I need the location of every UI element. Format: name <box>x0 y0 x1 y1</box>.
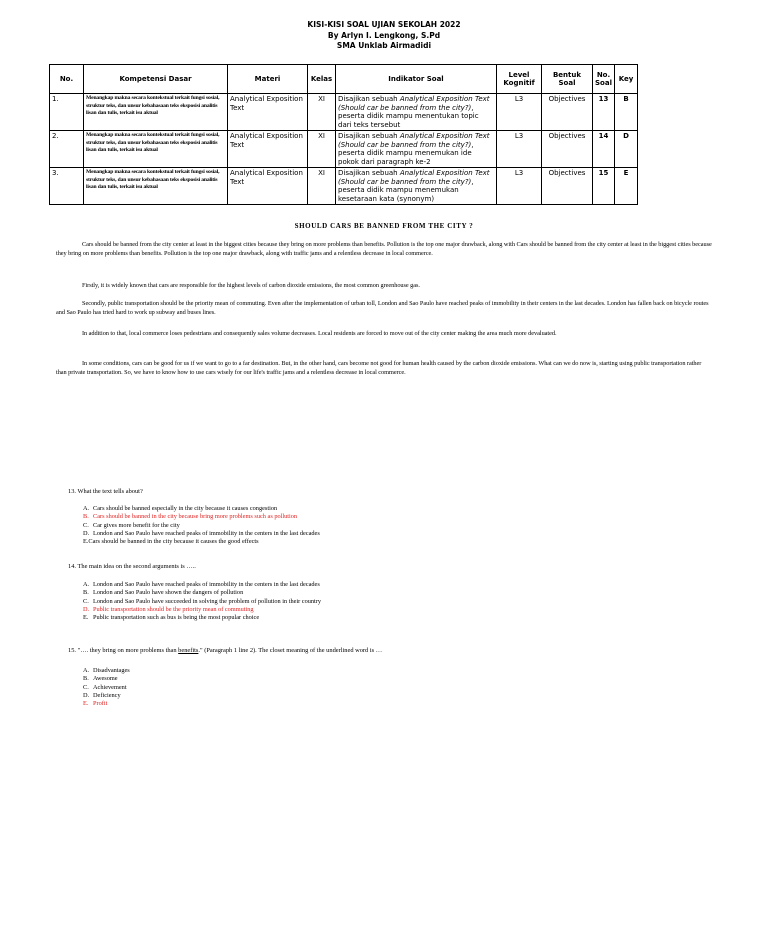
essay-paragraph: In addition to that, local commerce loses pedestrians and consequently sales volume decreases. Local residents are forced to move out of the city center making the area much more devaluated. <box>82 330 557 337</box>
option-b[interactable] <box>83 589 603 597</box>
cell-kelas: XI <box>308 94 336 131</box>
underlined-word: benefits <box>178 647 199 654</box>
option-text: Awesome <box>93 675 118 683</box>
cell-bentuk: Objectives <box>542 168 593 205</box>
cell-level: L3 <box>497 131 542 168</box>
cell-key: D <box>615 131 638 168</box>
option-e[interactable] <box>83 538 603 546</box>
column-header: No. <box>50 65 84 94</box>
option-b-answer[interactable] <box>83 513 603 521</box>
option-text: London and Sao Paulo have reached peaks of immobility in the centers in the last decades <box>93 529 320 537</box>
option-text: Cars should be banned especially in the city because it causes congestion <box>93 505 278 512</box>
column-header: Bentuk Soal <box>542 65 593 94</box>
option-b[interactable] <box>83 675 603 683</box>
option-d[interactable] <box>83 692 603 700</box>
essay-paragraph: In some conditions, cars can be good for us if we want to go to a far destination. But, in the other hand, cars become not good for human health caused by the carbon dioxide emissions. What can we do now is, starting using public transportation rather than private transportation. So, we have to know how to use cars wisely for our life's traffic jams and a relentless decrease in local commerce. <box>56 360 702 376</box>
cell-nosoal: 15 <box>593 168 615 205</box>
option-a[interactable] <box>83 505 603 513</box>
table-row <box>50 168 638 205</box>
option-d[interactable] <box>83 530 603 538</box>
cell-level: L3 <box>497 94 542 131</box>
column-header: Kelas <box>308 65 336 94</box>
option-text: London and Sao Paulo have reached peaks of immobility in the centers in the last decades <box>93 581 320 588</box>
author-line: By Arlyn I. Lengkong, S.Pd <box>327 31 441 40</box>
option-letter: C. <box>83 521 89 529</box>
cell-key: E <box>615 168 638 205</box>
school-line: SMA Unklab Airmadidi <box>336 41 432 50</box>
kisi-kisi-table <box>49 64 638 205</box>
cell-bentuk: Objectives <box>542 94 593 131</box>
column-header: Indikator Soal <box>336 65 497 94</box>
indikator-text: , peserta didik mampu menemukan ide pokok dari paragraph ke-2 <box>338 140 474 166</box>
essay-title: SHOULD CARS BE BANNED FROM THE CITY ? <box>294 222 474 230</box>
cell-kompetensi: Menangkap makna secara kontekstual terkait fungsi sosial, struktur teks, dan unsur kebahasaan teks eksposisi analitis lisan dan tulis, terkait isu aktual <box>84 94 228 131</box>
stem-text: 15. "…. they bring on more problems than <box>68 647 179 654</box>
option-text: Public transportation such as bus is being the most popular choice <box>93 614 260 622</box>
option-c[interactable] <box>83 598 603 606</box>
cell-kelas: XI <box>308 168 336 205</box>
option-letter: B. <box>83 589 89 597</box>
question-13-options <box>83 505 603 546</box>
option-c[interactable] <box>83 522 603 530</box>
table-row <box>50 131 638 168</box>
column-header: No. Soal <box>593 65 615 94</box>
option-text: Profit <box>93 700 108 708</box>
option-letter: E. <box>83 700 89 708</box>
option-text: London and Sao Paulo have shown the dangers of pollution <box>93 589 244 597</box>
cell-indikator <box>336 168 497 205</box>
option-letter: A. <box>83 505 90 512</box>
option-text: Cars should be banned in the city because it causes the good effects <box>88 538 259 546</box>
question-13-stem: 13. What the text tells about? <box>68 488 143 495</box>
option-text: London and Sao Paulo have succeeded in solving the problem of pollution in their country <box>93 597 322 605</box>
question-14-options <box>83 581 603 622</box>
cell-indikator <box>336 94 497 131</box>
option-d-answer[interactable] <box>83 606 603 614</box>
option-text: Deficiency <box>93 691 121 699</box>
essay-paragraph: Cars should be banned from the city center at least in the biggest cities because they bring on more problems than benefits. Pollution is the top one major drawback, along with Cars should be banned from the city center at least in the biggest cities because they bring on more problems than benefits. Pollution is the top one major drawback, along with traffic jams and a relentless decrease in local commerce. <box>56 241 712 257</box>
cell-materi: Analytical Exposition Text <box>228 168 308 205</box>
stem-text: ." (Paragraph 1 line 2). The closet meaning of the underlined word is … <box>198 647 383 654</box>
table-header-row <box>50 65 638 94</box>
column-header: Level Kognitif <box>497 65 542 94</box>
option-text: Cars should be banned in the city because bring more problems such as pollution <box>93 513 298 521</box>
option-c[interactable] <box>83 684 603 692</box>
option-text: Car gives more benefit for the city <box>93 521 180 529</box>
column-header: Key <box>615 65 638 94</box>
cell-kompetensi: Menangkap makna secara kontekstual terkait fungsi sosial, struktur teks, dan unsur kebahasaan teks eksposisi analitis lisan dan tulis, terkait isu aktual <box>84 131 228 168</box>
cell-materi: Analytical Exposition Text <box>228 94 308 131</box>
indikator-text: Disajikan sebuah <box>338 169 400 177</box>
option-letter: C. <box>83 597 89 605</box>
option-letter: C. <box>83 683 89 691</box>
cell-nosoal: 13 <box>593 94 615 131</box>
essay-paragraph: Firstly, it is widely known that cars are responsible for the highest levels of carbon dioxide emissions, the most common greenhouse gas. <box>82 282 420 289</box>
option-letter: D. <box>83 529 90 537</box>
option-e-answer[interactable] <box>83 700 603 708</box>
option-e[interactable] <box>83 614 603 622</box>
option-a[interactable] <box>83 667 603 675</box>
column-header: Materi <box>228 65 308 94</box>
cell-materi: Analytical Exposition Text <box>228 131 308 168</box>
cell-indikator <box>336 131 497 168</box>
cell-level: L3 <box>497 168 542 205</box>
indikator-text: Disajikan sebuah <box>338 95 400 103</box>
question-15-stem <box>68 646 588 655</box>
cell-bentuk: Objectives <box>542 131 593 168</box>
option-text: Disadvantages <box>93 667 130 674</box>
indikator-text: , peserta didik mampu menemukan kesetaraan kata (synonym) <box>338 177 474 203</box>
cell-no: 2. <box>50 131 84 168</box>
essay-paragraph: Secondly, public transportation should be the priority mean of commuting. Even after the implementation of urban toll, London and Sao Paulo have reached peaks of immobility in their centers in the last decades. London has fallen back on bicycle routes and Sao Paulo has tried hard to work up subway and buses lines. <box>56 300 709 316</box>
column-header: Kompetensi Dasar <box>84 65 228 94</box>
indikator-italic: Analytical Exposition Text (Should car be banned from the city?) <box>338 132 490 149</box>
indikator-italic: Analytical Exposition Text (Should car be banned from the city?) <box>338 169 490 186</box>
option-letter: B. <box>83 513 89 521</box>
cell-no: 1. <box>50 94 84 131</box>
document-title: KISI-KISI SOAL UJIAN SEKOLAH 2022 <box>307 20 461 29</box>
option-text: Public transportation should be the priority mean of commuting <box>93 605 254 613</box>
table-row <box>50 94 638 131</box>
option-letter: D. <box>83 605 90 613</box>
cell-no: 3. <box>50 168 84 205</box>
indikator-italic: Analytical Exposition Text (Should car be banned from the city?) <box>338 95 490 112</box>
option-text: Achievement <box>93 683 127 691</box>
question-15-options <box>83 667 603 708</box>
option-letter: B. <box>83 675 89 683</box>
indikator-text: Disajikan sebuah <box>338 132 400 140</box>
option-letter: A. <box>83 667 90 674</box>
option-letter: A. <box>83 581 90 588</box>
indikator-text: , peserta didik mampu menentukan topic dari teks tersebut <box>338 103 479 129</box>
option-a[interactable] <box>83 581 603 589</box>
option-letter: E. <box>83 614 89 622</box>
cell-kelas: XI <box>308 131 336 168</box>
cell-nosoal: 14 <box>593 131 615 168</box>
option-letter: D. <box>83 691 90 699</box>
cell-kompetensi: Menangkap makna secara kontekstual terkait fungsi sosial, struktur teks, dan unsur kebahasaan teks eksposisi analitis lisan dan tulis, terkait isu aktual <box>84 168 228 205</box>
question-14-stem: 14. The main idea on the second arguments is ….. <box>68 563 196 570</box>
cell-key: B <box>615 94 638 131</box>
option-letter: E. <box>83 538 89 546</box>
